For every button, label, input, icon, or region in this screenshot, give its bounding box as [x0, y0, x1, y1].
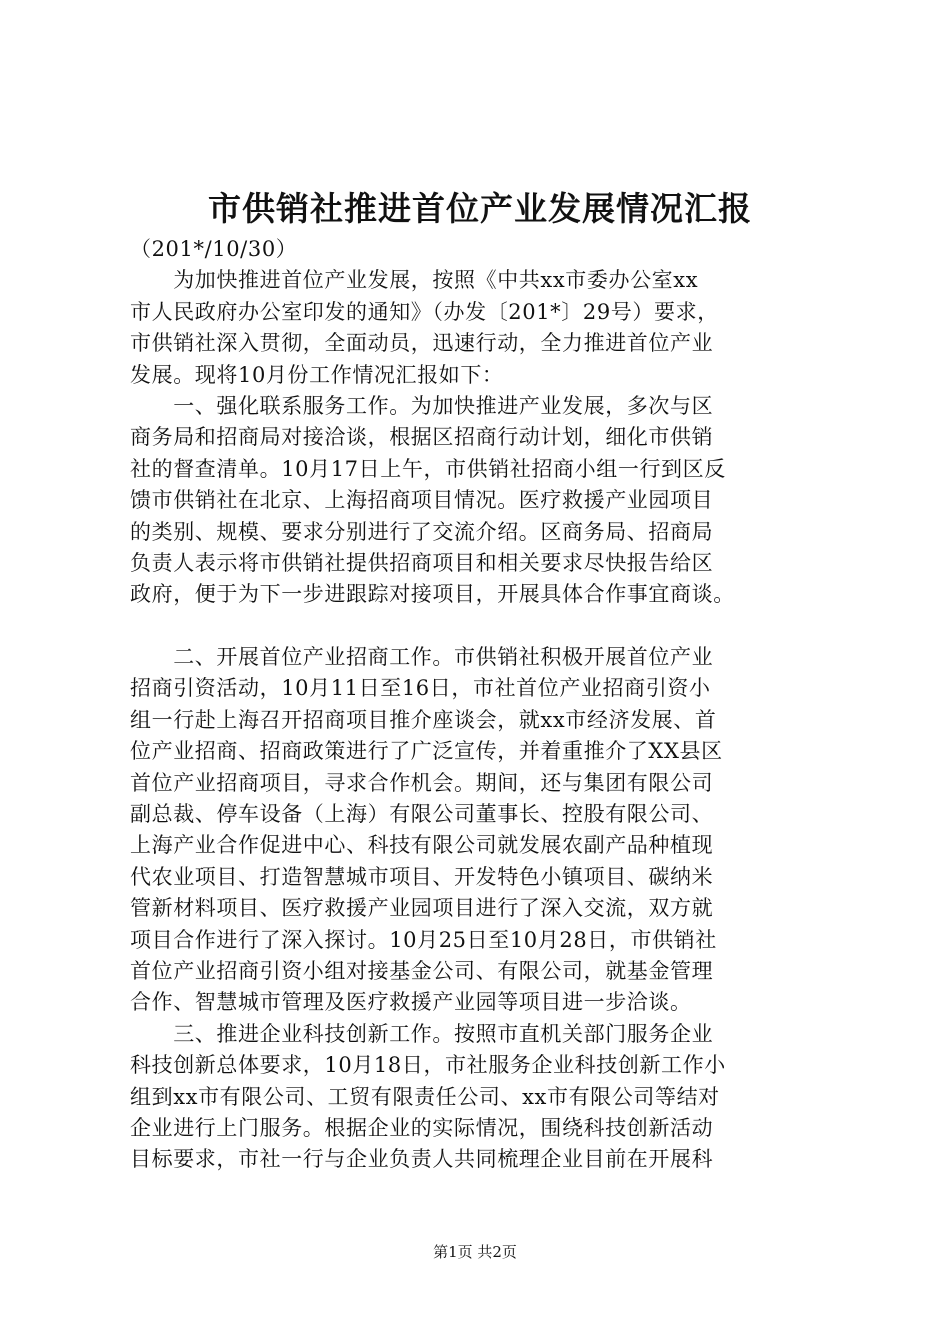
text-line: 商务局和招商局对接洽谈，根据区招商行动计划，细化市供销 [130, 425, 714, 450]
text-line: 组一行赴上海召开招商项目推介座谈会，就xx市经济发展、首 [130, 707, 717, 732]
text-line: 市供销社深入贯彻，全面动员，迅速行动，全力推进首位产业 [130, 331, 714, 356]
text-line [130, 611, 850, 642]
text-line: 市人民政府办公室印发的通知》（办发〔201*〕29号）要求， [130, 299, 719, 324]
text-line: 合作、智慧城市管理及医疗救援产业园等项目进一步洽谈。 [130, 990, 692, 1015]
text-line: 三、推进企业科技创新工作。按照市直机关部门服务企业 [130, 1021, 714, 1046]
text-line: 副总裁、停车设备（上海）有限公司董事长、控股有限公司、 [130, 802, 714, 827]
text-line: 项目合作进行了深入探讨。10月25日至10月28日，市供销社 [130, 927, 717, 952]
text-line: 的类别、规模、要求分别进行了交流介绍。区商务局、招商局 [130, 519, 714, 544]
text-line: （201*/10/30） [130, 237, 298, 261]
text-line: 管新材料项目、医疗救援产业园项目进行了深入交流，双方就 [130, 896, 714, 921]
text-line: 企业进行上门服务。根据企业的实际情况，围绕科技创新活动 [130, 1115, 714, 1140]
text-line: 招商引资活动，10月11日至16日，市社首位产业招商引资小 [130, 676, 711, 701]
page-footer: 第1页 共2页 [433, 1243, 517, 1261]
text-line: 上海产业合作促进中心、科技有限公司就发展农副产品种植现 [130, 833, 714, 858]
document-title: 市供销社推进首位产业发展情况汇报 [208, 189, 752, 228]
text-line: 社的督查清单。10月17日上午，市供销社招商小组一行到区反 [130, 456, 726, 481]
text-line: 组到xx市有限公司、工贸有限责任公司、xx市有限公司等结对 [130, 1084, 720, 1109]
text-line: 目标要求，市社一行与企业负责人共同梳理企业目前在开展科 [130, 1147, 714, 1172]
text-line: 馈市供销社在北京、上海招商项目情况。医疗救援产业园项目 [130, 488, 714, 513]
text-line: 政府，便于为下一步进跟踪对接项目，开展具体合作事宜商谈。 [130, 582, 735, 607]
text-line: 为加快推进首位产业发展，按照《中共xx市委办公室xx [130, 268, 699, 293]
text-line: 二、开展首位产业招商工作。市供销社积极开展首位产业 [130, 645, 714, 670]
document-body [130, 234, 850, 1176]
text-line: 发展。现将10月份工作情况汇报如下： [130, 362, 504, 387]
text-line: 代农业项目、打造智慧城市项目、开发特色小镇项目、碳纳米 [130, 864, 714, 889]
text-line: 一、强化联系服务工作。为加快推进产业发展，多次与区 [130, 393, 714, 418]
text-line: 负责人表示将市供销社提供招商项目和相关要求尽快报告给区 [130, 550, 714, 575]
text-line: 首位产业招商引资小组对接基金公司、有限公司，就基金管理 [130, 958, 714, 983]
text-line: 位产业招商、招商政策进行了广泛宣传，并着重推介了XX县区 [130, 739, 723, 764]
text-line: 科技创新总体要求，10月18日，市社服务企业科技创新工作小 [130, 1053, 726, 1078]
text-line: 首位产业招商项目，寻求合作机会。期间，还与集团有限公司 [130, 770, 714, 795]
